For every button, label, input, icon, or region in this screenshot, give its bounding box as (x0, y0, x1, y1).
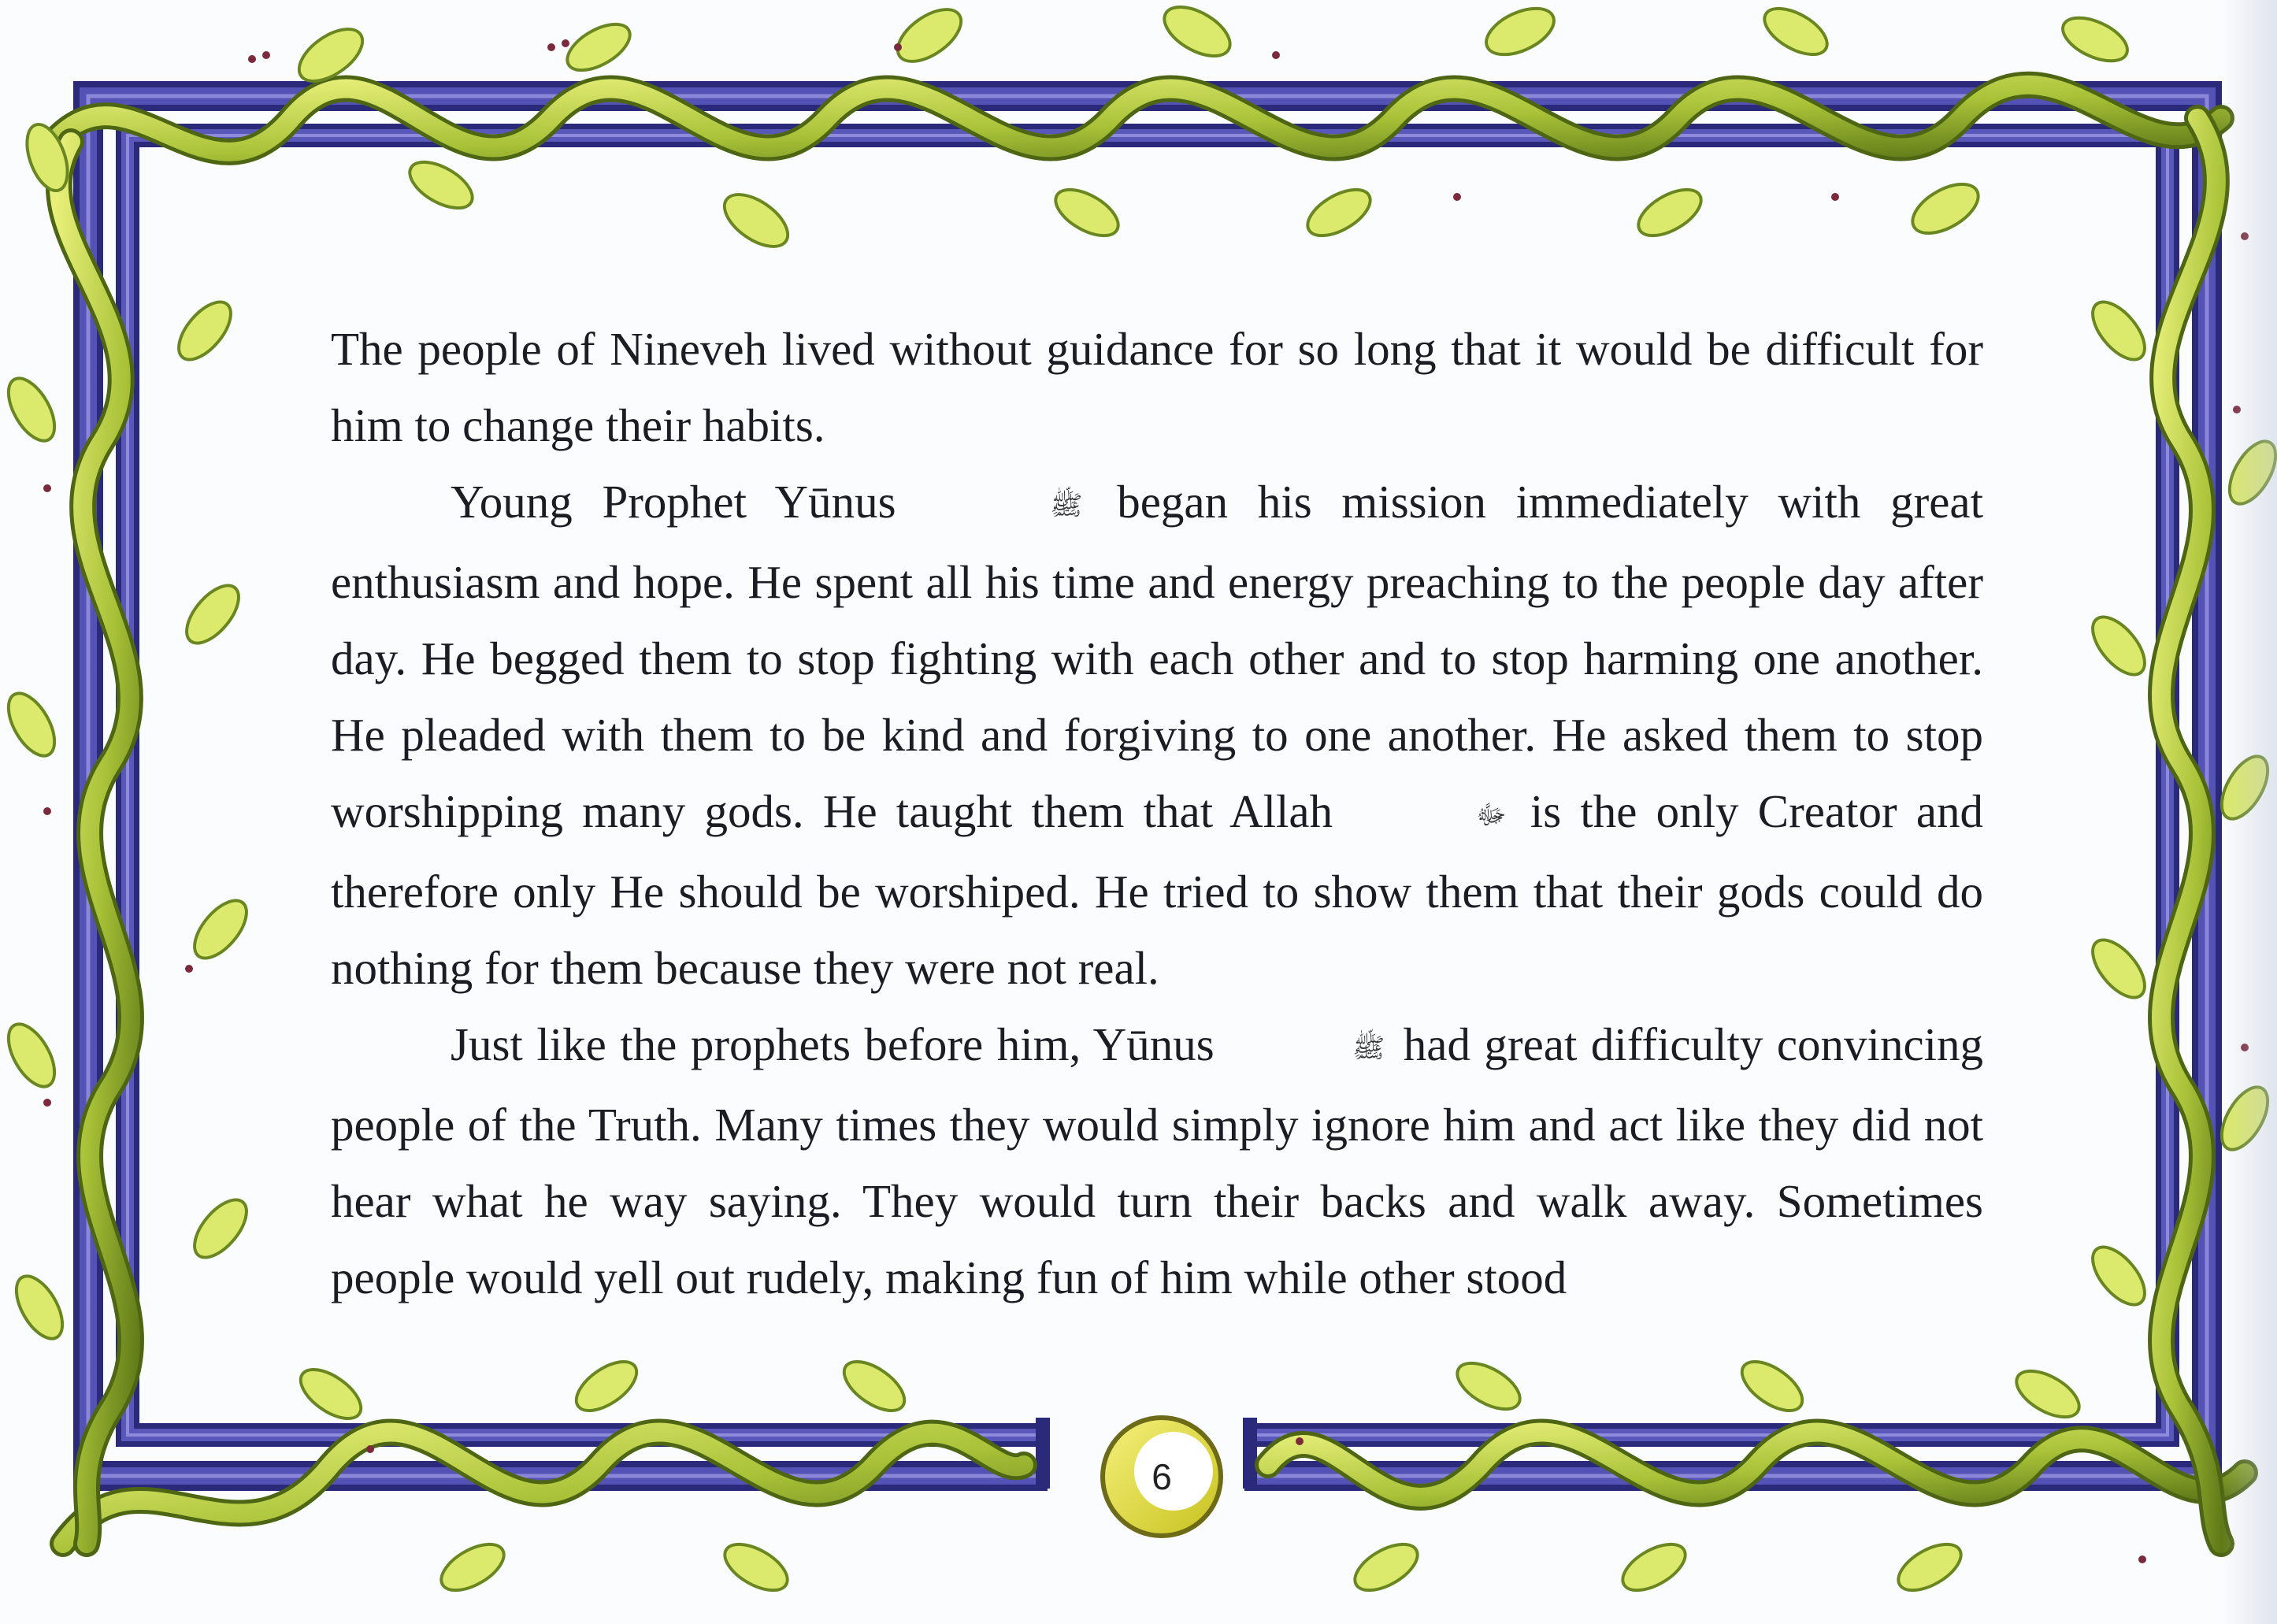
paragraph-2-text-b: began his mission immediately with great enthusiasm and hope. He spent all his time and energy preaching to the people day after day. He begged them to stop fighting with each other and to stop harming one another. He pleaded with them to be kind and forgiving to one another. He asked them to stop worshipping many gods. He taught them that Allah (331, 476, 1983, 837)
story-text (331, 311, 1983, 1316)
paragraph-3-text-a: Just like the prophets before him, Yūnus (451, 1018, 1215, 1070)
alayhis-salam-glyph-icon: ﷺ (1352, 1033, 1385, 1064)
paragraph-3 (331, 1007, 1983, 1316)
subhanahu-wa-taala-glyph-icon: ﷻ (1476, 799, 1507, 831)
paragraph-1-text: The people of Nineveh lived without guidance for so long that it would be difficult for him to change their habits. (331, 323, 1983, 451)
alayhis-salam-glyph-icon: ﷺ (1050, 490, 1083, 521)
paragraph-2 (331, 464, 1983, 1007)
page-number: 6 (1151, 1456, 1172, 1497)
paragraph-3-text-b: had great difficulty convincing people of the Truth. Many times they would simply ignore him and act like they did not hear what he way saying. They would turn their backs and walk away. Sometimes people would yell out rudely, making fun of him while other stood (331, 1018, 1984, 1303)
paragraph-2-text-a: Young Prophet Yūnus (451, 476, 896, 528)
paragraph-1 (331, 311, 1983, 464)
paragraph-2-text-c: is the only Creator and therefore only He should be worshiped. He tried to show them that their gods could do nothing for them because they were not real. (331, 785, 1984, 994)
